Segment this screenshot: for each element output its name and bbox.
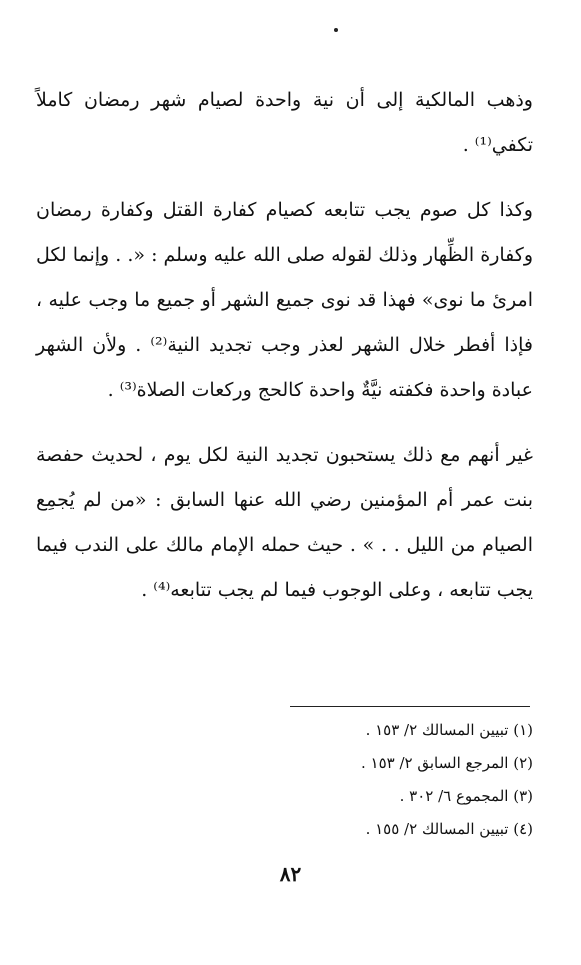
footnote-3: (٣) المجموع ٦/ ٣٠٢ . xyxy=(399,787,533,805)
footnote-4: (٤) تبيين المسالك ٢/ ١٥٥ . xyxy=(365,820,533,838)
footnote-2: (٢) المرجع السابق ٢/ ١٥٣ . xyxy=(360,754,533,772)
paragraph-2: وكذا كل صوم يجب تتابعه كصيام كفارة القتل وكفارة رمضان وكفارة الظِّهار وذلك لقوله صلى الله عليه وسلم : «. . وإنما لكل امرئ ما نوى» فهذا قد نوى جميع الشهر أو جميع ما وجب عليه ، فإذا أفطر خلال الشهر لعذر وجب تجديد النية⁽²⁾ . ولأن الشهر عبادة واحدة فكفته نيَّةٌ واحدة كالحج وركعات الصلاة⁽³⁾ . xyxy=(36,199,533,401)
paragraph-1: وذهب المالكية إلى أن نية واحدة لصيام شهر رمضان كاملاً تكفي⁽¹⁾ . xyxy=(36,89,533,156)
footnotes xyxy=(233,714,533,846)
page-number: ٨٢ xyxy=(279,862,302,886)
footnote-divider xyxy=(290,706,530,707)
paragraph-3: غير أنهم مع ذلك يستحبون تجديد النية لكل يوم ، لحديث حفصة بنت عمر أم المؤمنين رضي الله عنها السابق : «من لم يُجمِع الصيام من الليل . . » . حيث حمله الإمام مالك على الندب فيما يجب تتابعه ، وعلى الوجوب فيما لم يجب تتابعه⁽⁴⁾ . xyxy=(36,444,533,601)
footnote-1: (١) تبيين المسالك ٢/ ١٥٣ . xyxy=(365,721,533,739)
top-dot-mark xyxy=(334,28,338,32)
main-text xyxy=(36,78,533,613)
